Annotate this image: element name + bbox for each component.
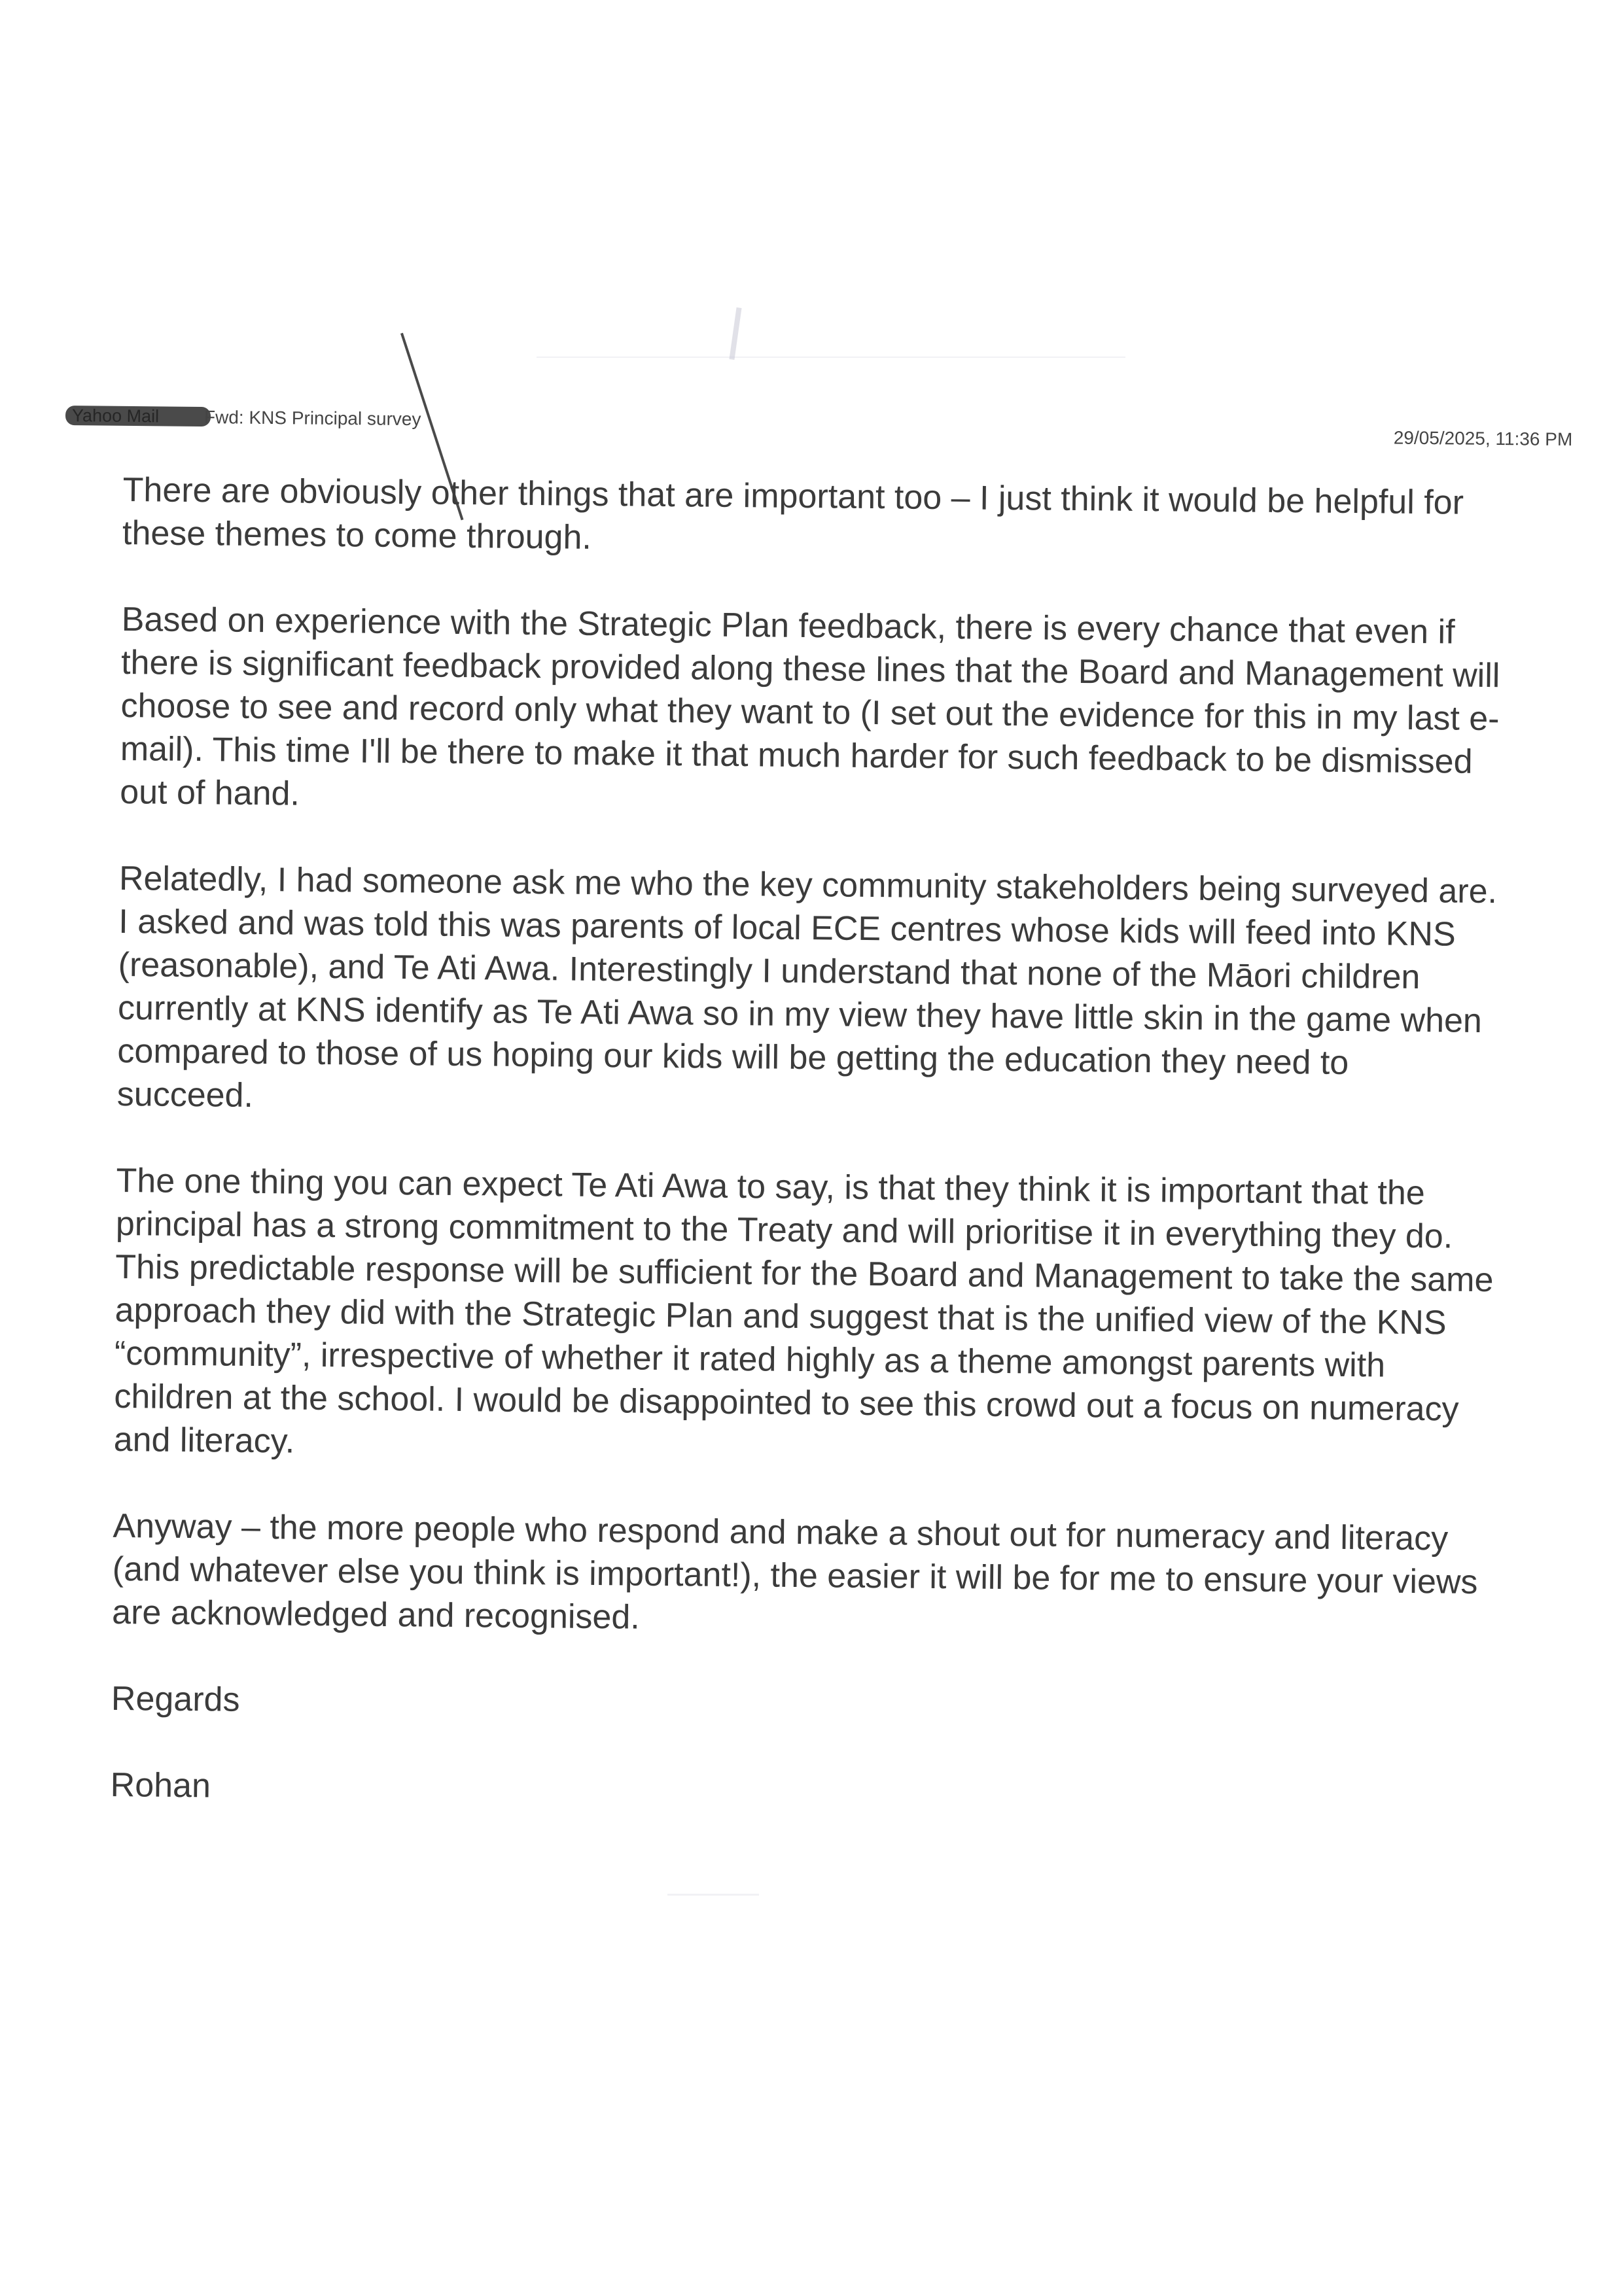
email-subject: Fwd: KNS Principal survey xyxy=(203,407,421,430)
email-body xyxy=(110,468,1569,1864)
scan-artefact-line xyxy=(537,357,1125,358)
scan-artefact-bottom xyxy=(667,1894,759,1896)
paragraph-4: The one thing you can expect Te Ati Awa to say, is that they think it is important that the principal has a strong commitment to the Treaty and will prioritise it in everything they do. This predictable response will be sufficient for the Board and Management to take the same approach they did with the Strategic Plan and suggest that is the unified view of the KNS “community”, irrespective of whether it rated highly as a theme amongst parents with children at the school. I would be disappointed to see this crowd out a focus on numeracy and literacy. xyxy=(113,1161,1494,1461)
redacted-mail-service: Yahoo Mail xyxy=(65,406,211,426)
scan-artefact-top xyxy=(729,307,741,360)
paragraph-5: Anyway – the more people who respond and make a shout out for numeracy and literacy (and whatever else you think is important!), the easier it will be for me to ensure your views are acknowledged and recognised. xyxy=(111,1506,1478,1637)
sign-off: Regards xyxy=(111,1679,240,1719)
print-header xyxy=(65,400,1624,448)
paragraph-3: Relatedly, I had someone ask me who the key community stakeholders being surveyed are. I asked and was told this was parents of local ECE centres whose kids will feed into KNS (reasonable), and Te Ati Awa. Interestingly I understand that none of the Māori children currently at KNS identify as Te Ati Awa so in my view they have little skin in the game when compared to those of us hoping our kids will be getting the education they need to succeed. xyxy=(116,859,1498,1115)
signature: Rohan xyxy=(110,1765,211,1805)
paragraph-1: There are obviously other things that are important too – I just think it would be helpful for these themes to come through. xyxy=(122,470,1464,557)
paragraph-2: Based on experience with the Strategic Plan feedback, there is every chance that even if there is significant feedback provided along these lines that the Board and Management will choose to see and record only what they want to (I set out the evidence for this in my last e- mail). This time I'll be there to make it that much harder for such feedback to be dismissed out of hand. xyxy=(119,600,1500,813)
print-datetime: 29/05/2025, 11:36 PM xyxy=(1393,427,1573,450)
